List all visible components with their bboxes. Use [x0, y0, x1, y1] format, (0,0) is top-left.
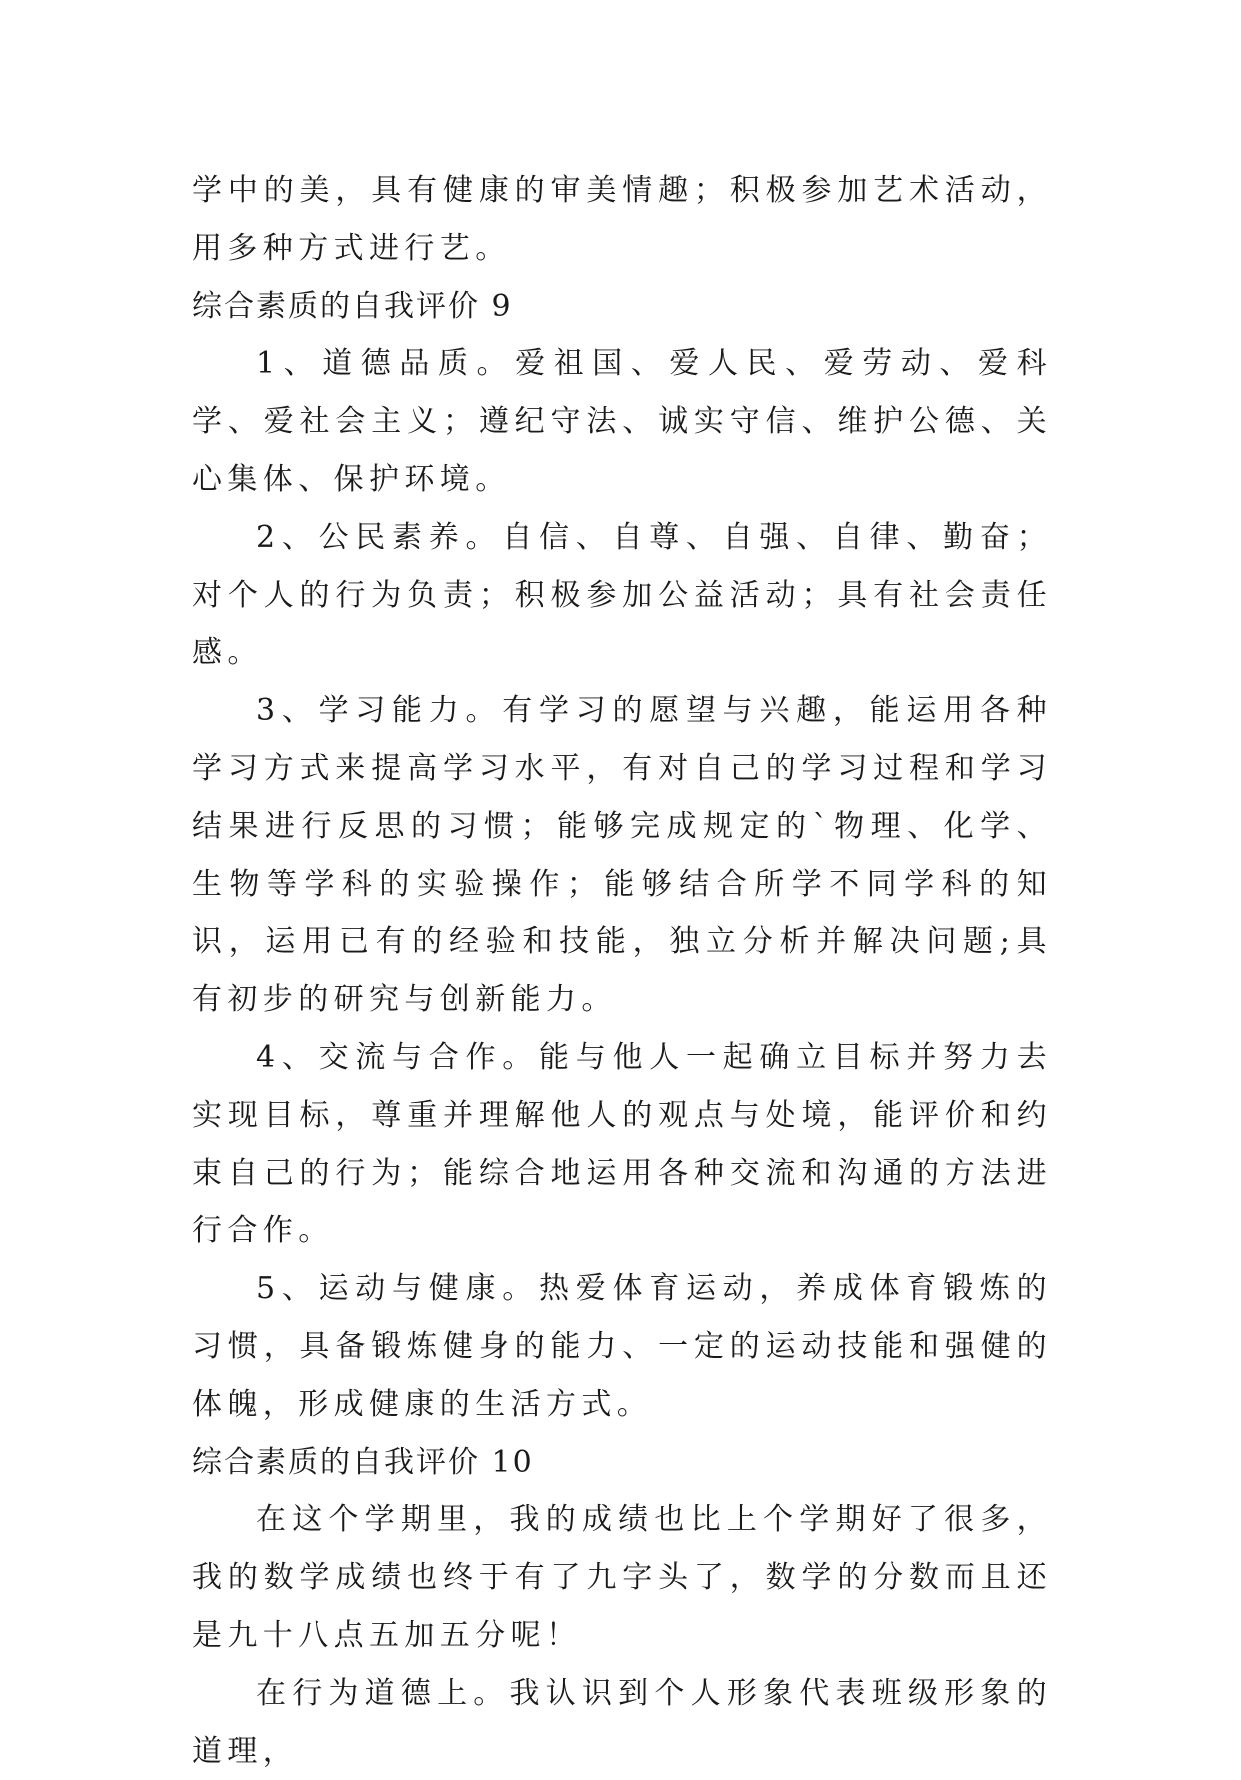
document-body [192, 162, 1052, 1780]
body-paragraph: 2、公民素养。自信、自尊、自强、自律、勤奋；对个人的行为负责；积极参加公益活动；具有社会责任感。 [192, 519, 1052, 671]
body-paragraph: 学中的美，具有健康的审美情趣；积极参加艺术活动，用多种方式进行艺。 [192, 173, 1052, 266]
body-paragraph: 3、学习能力。有学习的愿望与兴趣，能运用各种学习方式来提高学习水平，有对自己的学习过程和学习结果进行反思的习惯；能够完成规定的`物理、化学、生物等学科的实验操作；能够结合所学不同学科的知识，运用已有的经验和技能，独立分析并解决问题;具有初步的研究与创新能力。 [192, 693, 1052, 1018]
body-paragraph: 在行为道德上。我认识到个人形象代表班级形象的道理， [192, 1675, 1052, 1769]
body-paragraph: 在这个学期里，我的成绩也比上个学期好了很多，我的数学成绩也终于有了九字头了，数学的分数而且还是九十八点五加五分呢！ [192, 1502, 1052, 1653]
body-paragraph: 4、交流与合作。能与他人一起确立目标并努力去实现目标，尊重并理解他人的观点与处境，能评价和约束自己的行为；能综合地运用各种交流和沟通的方法进行合作。 [192, 1039, 1052, 1249]
section-heading: 综合素质的自我评价 9 [192, 288, 513, 324]
section-heading: 综合素质的自我评价 10 [192, 1444, 534, 1480]
body-paragraph: 1、道德品质。爱祖国、爱人民、爱劳动、爱科学、爱社会主义；遵纪守法、诚实守信、维护公德、关心集体、保护环境。 [192, 346, 1052, 497]
body-paragraph: 5、运动与健康。热爱体育运动，养成体育锻炼的习惯，具备锻炼健身的能力、一定的运动技能和强健的体魄，形成健康的生活方式。 [192, 1271, 1052, 1422]
